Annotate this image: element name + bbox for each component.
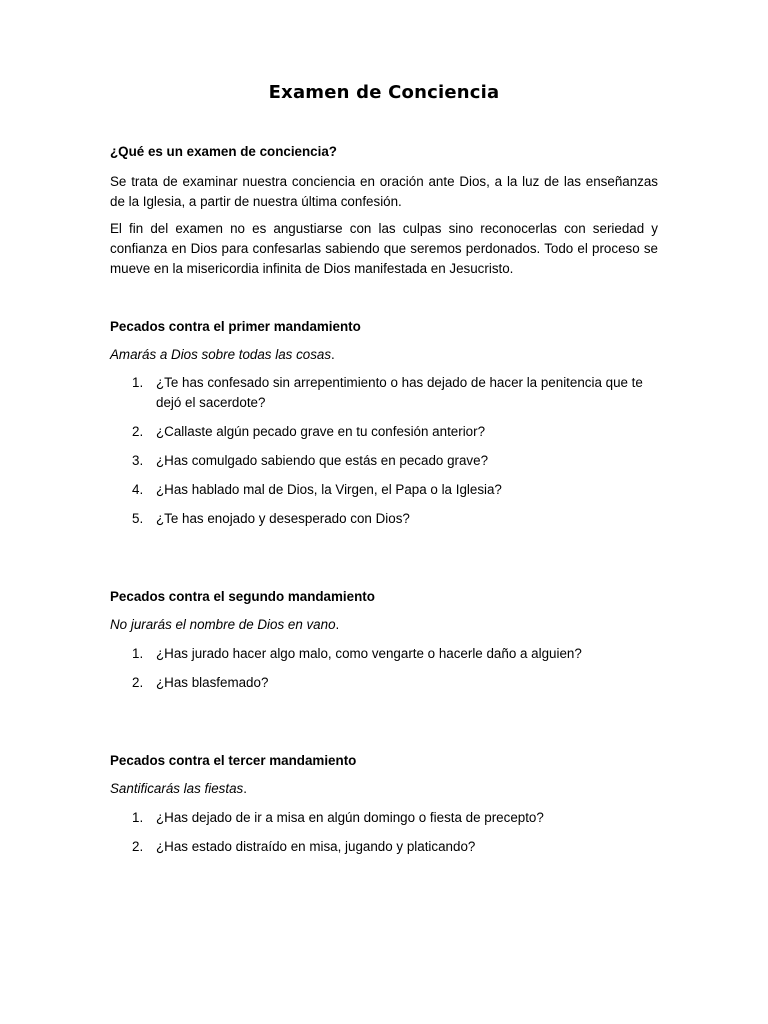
intro-question: ¿Qué es un examen de conciencia? bbox=[110, 144, 337, 159]
question-list-third-commandment bbox=[110, 808, 658, 866]
section-heading-second-commandment: Pecados contra el segundo mandamiento bbox=[110, 589, 375, 604]
document-title: Examen de Conciencia bbox=[268, 82, 500, 103]
question-list-second-commandment bbox=[110, 644, 658, 702]
item-number: 1. bbox=[132, 375, 144, 390]
item-text: ¿Te has enojado y desesperado con Dios? bbox=[156, 511, 410, 526]
item-number: 4. bbox=[132, 482, 144, 497]
intro-paragraph-2: El fin del examen no es angustiarse con las culpas sino reconocerlas con seriedad y confianza en Dios para confesarlas sabiendo que seremos perdonados. Todo el proceso se mueve en la misericordia infinita de Dios manifestada en Jesucristo. bbox=[110, 221, 658, 276]
item-text: ¿Callaste algún pecado grave en tu confesión anterior? bbox=[156, 424, 486, 439]
list-item bbox=[110, 808, 658, 828]
commandment-second bbox=[110, 615, 658, 635]
list-item bbox=[110, 509, 658, 529]
item-text: ¿Has dejado de ir a misa en algún domingo o fiesta de precepto? bbox=[156, 810, 544, 825]
list-item bbox=[110, 373, 658, 413]
list-item bbox=[110, 673, 658, 693]
list-item bbox=[110, 422, 658, 442]
list-item bbox=[110, 837, 658, 857]
item-text: ¿Has hablado mal de Dios, la Virgen, el Papa o la Iglesia? bbox=[156, 482, 502, 497]
item-text: ¿Has blasfemado? bbox=[156, 675, 269, 690]
item-number: 1. bbox=[132, 810, 144, 825]
item-text: ¿Has comulgado sabiendo que estás en pecado grave? bbox=[156, 453, 489, 468]
commandment-punct: . bbox=[331, 347, 335, 362]
item-number: 1. bbox=[132, 646, 144, 661]
item-number: 2. bbox=[132, 675, 144, 690]
commandment-text: Amarás a Dios sobre todas las cosas bbox=[110, 347, 332, 362]
section-heading-first-commandment: Pecados contra el primer mandamiento bbox=[110, 319, 361, 334]
commandment-text: No jurarás el nombre de Dios en vano bbox=[110, 617, 336, 632]
item-number: 3. bbox=[132, 453, 144, 468]
item-number: 2. bbox=[132, 839, 144, 854]
item-number: 5. bbox=[132, 511, 144, 526]
commandment-first bbox=[110, 345, 658, 365]
section-heading-third-commandment: Pecados contra el tercer mandamiento bbox=[110, 753, 357, 768]
list-item bbox=[110, 451, 658, 471]
item-text: ¿Has jurado hacer algo malo, como vengarte o hacerle daño a alguien? bbox=[156, 646, 582, 661]
intro-paragraph-1: Se trata de examinar nuestra conciencia en oración ante Dios, a la luz de las enseñanzas de la Iglesia, a partir de nuestra última confesión. bbox=[110, 174, 658, 209]
commandment-text: Santificarás las fiestas bbox=[110, 781, 244, 796]
item-number: 2. bbox=[132, 424, 144, 439]
commandment-third bbox=[110, 779, 658, 799]
list-item bbox=[110, 480, 658, 500]
question-list-first-commandment bbox=[110, 373, 658, 538]
commandment-punct: . bbox=[243, 781, 247, 796]
list-item bbox=[110, 644, 658, 664]
commandment-punct: . bbox=[335, 617, 340, 632]
item-text: ¿Te has confesado sin arrepentimiento o has dejado de hacer la penitencia que te dejó el sacerdote? bbox=[156, 375, 643, 410]
item-text: ¿Has estado distraído en misa, jugando y platicando? bbox=[156, 839, 476, 854]
